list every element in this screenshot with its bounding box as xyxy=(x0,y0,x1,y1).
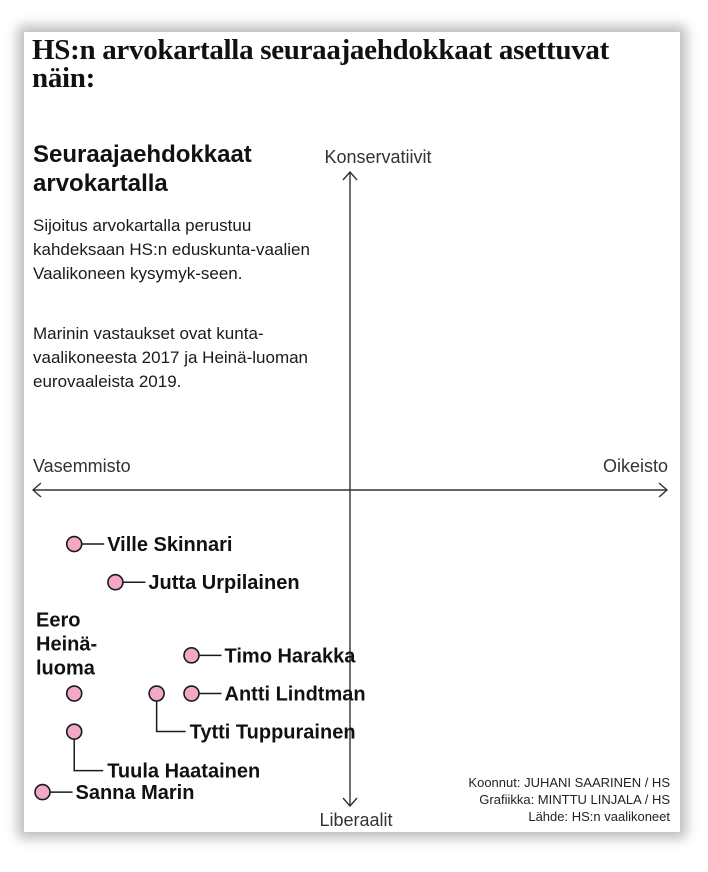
label-tytti-tuppurainen: Tytti Tuppurainen xyxy=(189,721,356,744)
x-axis-label-right: Oikeisto xyxy=(602,456,668,476)
point-antti-lindtman xyxy=(184,686,199,701)
x-axis-label-left: Vasemmisto xyxy=(33,456,131,476)
label-antti-lindtman: Antti Lindtman xyxy=(224,683,366,706)
label-jutta-urpilainen: Jutta Urpilainen xyxy=(148,572,300,595)
point-sanna-marin xyxy=(35,785,50,800)
point-tuula-haatainen xyxy=(67,724,82,739)
label-tuula-haatainen: Tuula Haatainen xyxy=(107,760,261,783)
label-ville-skinnari: Ville Skinnari xyxy=(107,534,233,557)
y-axis-label-bottom: Liberaalit xyxy=(319,810,393,830)
credit-source: Lähde: HS:n vaalikoneet xyxy=(528,809,670,824)
connector-tuula-haatainen xyxy=(74,740,103,771)
point-timo-harakka xyxy=(184,648,199,663)
label-eero-heinaluoma: Eero Heinä-luoma xyxy=(36,609,98,680)
headline: HS:n arvokartalla seuraajaehdokkaat asettuvat näin: xyxy=(32,34,609,94)
point-tytti-tuppurainen xyxy=(149,686,164,701)
description-paragraph-1: Sijoitus arvokartalla perustuu kahdeksaan HS:n eduskunta-vaalien Vaalikoneen kysymyk-seen. xyxy=(33,216,310,283)
label-timo-harakka: Timo Harakka xyxy=(224,645,356,668)
credit-compiled: Koonnut: JUHANI SAARINEN / HS xyxy=(468,775,670,790)
credit-graphics: Grafiikka: MINTTU LINJALA / HS xyxy=(479,792,670,807)
y-axis-label-top: Konservatiivit xyxy=(324,147,432,167)
connector-tytti-tuppurainen xyxy=(157,702,186,732)
point-ville-skinnari xyxy=(67,537,82,552)
label-sanna-marin: Sanna Marin xyxy=(75,782,195,805)
description-paragraph-2: Marinin vastaukset ovat kunta-vaalikoneesta 2017 ja Heinä-luoman eurovaaleista 2019. xyxy=(33,324,309,391)
point-eero-heinaluoma xyxy=(67,686,82,701)
point-jutta-urpilainen xyxy=(108,575,123,590)
chart-title: Seuraajaehdokkaat arvokartalla xyxy=(33,141,252,197)
point-labels xyxy=(36,534,366,804)
credits xyxy=(468,774,670,825)
